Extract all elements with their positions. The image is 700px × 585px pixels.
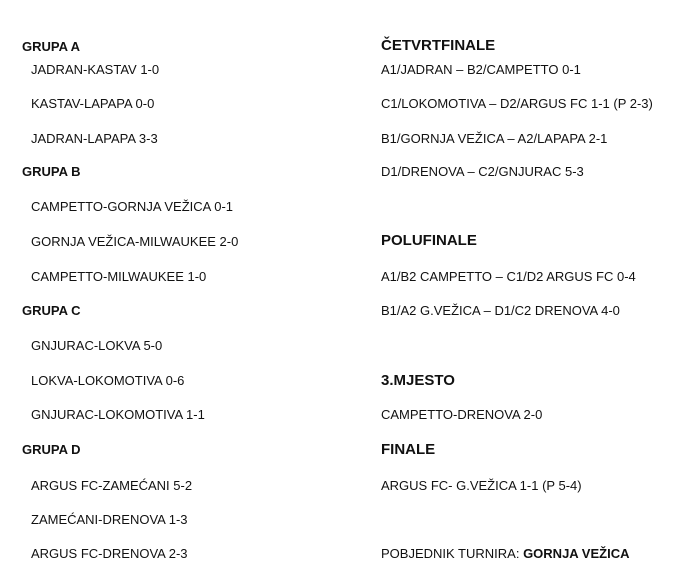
match-a-2: KASTAV-LAPAPA 0-0 bbox=[31, 96, 155, 111]
quarterfinal-match-1: A1/JADRAN – B2/CAMPETTO 0-1 bbox=[381, 62, 581, 77]
semifinal-title: POLUFINALE bbox=[381, 232, 477, 249]
quarterfinal-match-2: C1/LOKOMOTIVA – D2/ARGUS FC 1-1 (P 2-3) bbox=[381, 96, 653, 111]
group-c-title: GRUPA C bbox=[22, 303, 81, 318]
final-match: ARGUS FC- G.VEŽICA 1-1 (P 5-4) bbox=[381, 478, 582, 493]
match-b-3: CAMPETTO-MILWAUKEE 1-0 bbox=[31, 269, 207, 284]
group-b-title: GRUPA B bbox=[22, 164, 81, 179]
match-b-2: GORNJA VEŽICA-MILWAUKEE 2-0 bbox=[31, 234, 239, 249]
match-c-3: GNJURAC-LOKOMOTIVA 1-1 bbox=[31, 407, 205, 422]
tournament-winner bbox=[381, 546, 629, 562]
match-a-1: JADRAN-KASTAV 1-0 bbox=[31, 62, 160, 77]
final-title: FINALE bbox=[381, 441, 436, 458]
group-d-title: GRUPA D bbox=[22, 442, 81, 457]
match-b-1: CAMPETTO-GORNJA VEŽICA 0-1 bbox=[31, 199, 234, 214]
third-place-match: CAMPETTO-DRENOVA 2-0 bbox=[381, 407, 543, 422]
semifinal-match-1: A1/B2 CAMPETTO – C1/D2 ARGUS FC 0-4 bbox=[381, 269, 636, 284]
quarterfinal-match-4: D1/DRENOVA – C2/GNJURAC 5-3 bbox=[381, 164, 584, 179]
match-c-2: LOKVA-LOKOMOTIVA 0-6 bbox=[31, 373, 185, 388]
third-place-title: 3.MJESTO bbox=[381, 372, 455, 389]
winner-label: POBJEDNIK TURNIRA: bbox=[381, 546, 524, 561]
semifinal-match-2: B1/A2 G.VEŽICA – D1/C2 DRENOVA 4-0 bbox=[381, 303, 620, 318]
match-a-3: JADRAN-LAPAPA 3-3 bbox=[31, 131, 158, 146]
match-c-1: GNJURAC-LOKVA 5-0 bbox=[31, 338, 163, 353]
match-d-1: ARGUS FC-ZAMEĆANI 5-2 bbox=[31, 478, 193, 493]
quarterfinal-match-3: B1/GORNJA VEŽICA – A2/LAPAPA 2-1 bbox=[381, 131, 608, 146]
match-d-3: ARGUS FC-DRENOVA 2-3 bbox=[31, 546, 188, 561]
winner-name: GORNJA VEŽICA bbox=[523, 546, 630, 561]
group-a-title: GRUPA A bbox=[22, 39, 81, 54]
match-d-2: ZAMEĆANI-DRENOVA 1-3 bbox=[31, 512, 188, 527]
quarterfinal-title: ČETVRTFINALE bbox=[381, 37, 496, 54]
